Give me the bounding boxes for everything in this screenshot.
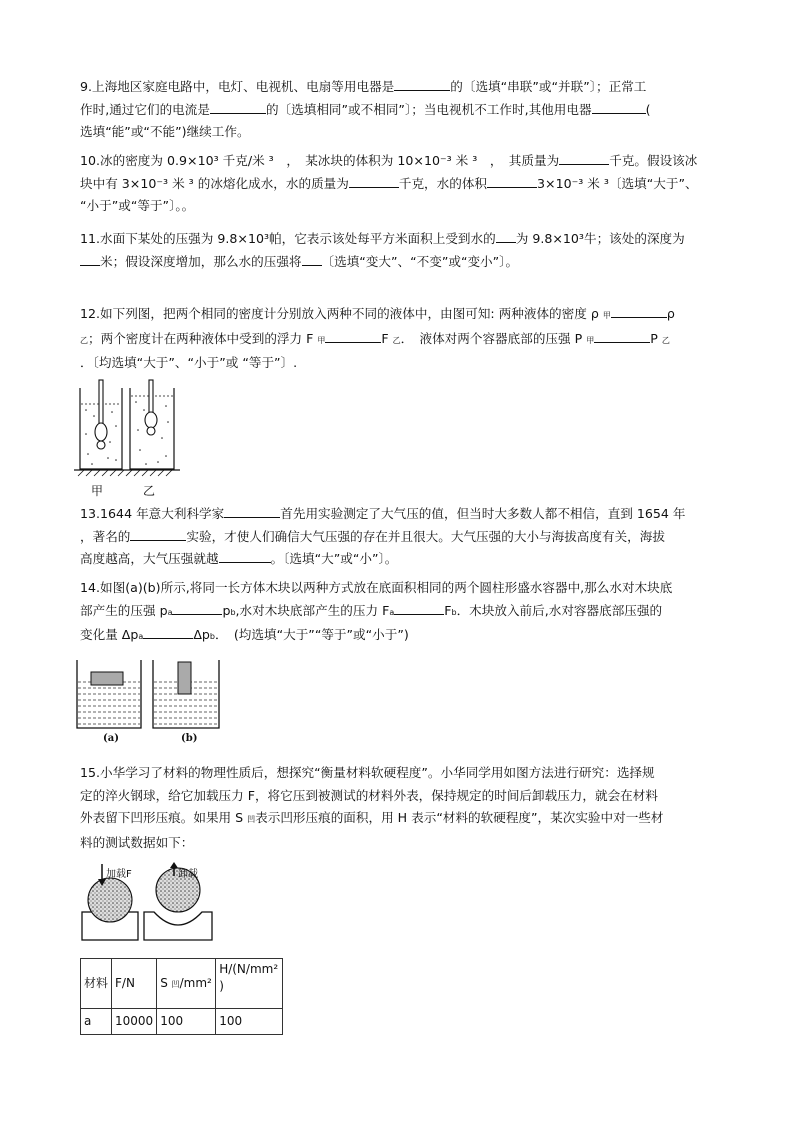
q14-dp: Δp [193,627,210,642]
q9-blank-2[interactable] [210,99,266,114]
label-jia: 甲 [91,484,104,498]
q12-line2c: ． 液体对两个容器底部的压强 P [400,330,587,346]
q14-sub: a [167,607,173,617]
table-header-material [81,959,112,1009]
q10-blank-3[interactable] [487,173,537,188]
q9-blank-1[interactable] [394,76,450,91]
question-15 [80,762,720,854]
q10-line3: “小于”或“等于”〕。。 [80,198,195,213]
q10-blank-2[interactable] [349,173,399,188]
table-row [81,1009,283,1035]
q9-line3: 选填“能”或“不能”)继续工作。 [80,124,250,139]
q14-line2a: 部产生的压强 p [80,602,168,618]
table-header-area [157,959,216,1009]
label-yi: 乙 [143,484,156,498]
q13-line1b: 首先用实验测定了大气压的值，但当时大多数人都不相信，直到 1654 年 [280,506,686,521]
table-header-hardness [216,959,283,1009]
table-header-sub: 凹 [171,979,180,989]
q10-line2a: 块中有 3×10⁻³ 米 ³ 的冰熔化成水，水的质量为 [80,175,349,191]
q9-line1a: 9.上海地区家庭电路中，电灯、电视机、电扇等用电器是 [80,79,395,94]
q14-blank-2[interactable] [394,600,444,615]
q12-blank-1[interactable] [611,303,667,318]
q13-line2a: ，著名的 [80,528,131,544]
q10-line2c: 3×10⁻³ 米 ³〔选填“大于”、 [537,175,698,191]
table-cell: 100 [216,1009,283,1035]
table-cell: 10000 [112,1009,157,1035]
q11-line1a: 11.水面下某处的压强为 9.8×10³帕，它表示该处每平方米面积上受到水的 [80,231,496,246]
q12-blank-2[interactable] [325,328,381,343]
question-10 [80,150,720,218]
table-cell: 100 [157,1009,216,1035]
table-header-force [112,959,157,1009]
load-label: 加载F [106,869,132,880]
q12-sub-yi: 乙 [80,335,88,345]
q14-sub: b [230,607,236,617]
q14-line3b: ． (均选填“大于”“等于”或“小于”) [215,627,409,642]
q13-line2b: 实验，才使人们确信大气压强的存在并且很大。大气压强的大小与海拔高度有关，海拔 [186,528,665,544]
q14-line1: 14.如图(a)(b)所示,将同一长方体木块以两种方式放在底面积相同的两个圆柱形盛水容器中,那么水对木块底 [80,580,673,595]
label-b: (b) [181,733,198,744]
q12-line2b: F [381,330,393,346]
q12-line1a: 12.如下列图，把两个相同的密度计分别放入两种不同的液体中，由图可知: 两种液体的密度 ρ [80,306,603,321]
q11-line2a: 米；假设深度增加，那么水的压强将 [100,253,302,269]
table-header-text: ) [219,979,224,993]
q15-line4: 料的测试数据如下： [80,834,194,850]
table-header-text: S [160,975,172,990]
q14-blank-3[interactable] [143,624,193,639]
q9-blank-3[interactable] [592,99,646,114]
wood-block-figure [75,658,235,736]
q14-sub: a [389,607,395,617]
steel-ball-figure [80,862,220,944]
q11-blank-3[interactable] [302,251,322,266]
q15-line2: 定的淬火钢球，给它加载压力 F，将它压到被测试的材料外表，保持规定的时间后卸载压力，就会在材料 [80,787,658,803]
label-a: (a) [103,733,119,744]
q15-line1: 15.小华学习了材料的物理性质后，想探究“衡量材料软硬程度”。小华同学用如图方法进行研究：选择规 [80,765,655,780]
table-header-text: H/(N/mm² [219,962,279,976]
q12-line2a: ；两个密度计在两种液体中受到的浮力 F [88,330,318,346]
q14-sub: b [209,632,215,641]
q14-p: p [222,602,231,618]
q15-sub-ao: 凹 [247,815,256,824]
q14-sub: a [138,632,144,641]
q11-line1b: 为 9.8×10³牛；该处的深度为 [515,231,685,246]
q14-line2b: ,水对木块底部产生的压力 F [235,602,390,618]
q10-line2b: 千克，水的体积 [398,175,488,191]
question-9 [80,76,720,144]
q9-line2b: 的〔选填相同”或不相同”〕；当电视机不工作时,其他用电器 [265,101,592,117]
question-14 [80,577,720,649]
q11-line2b: 〔选填“变大”、“不变”或“变小”〕。 [321,253,519,269]
question-12 [80,303,720,375]
q14-blank-1[interactable] [172,600,222,615]
q15-line3b: 表示凹形压痕的面积，用 H 表示“材料的软硬程度”，某次实验中对一些材 [255,810,664,825]
q13-line3b: 。〔选填“大”或“小”〕。 [270,551,398,566]
q13-line3a: 高度越高，大气压强就越 [80,551,219,566]
q11-blank-1[interactable] [496,228,516,243]
q11-blank-2[interactable] [80,251,100,266]
q14-line2c: ．木块放入前后,水对容器底部压强的 [456,602,663,618]
hydrometer-figure [72,376,182,501]
q10-line1a: 10.冰的密度为 0.9×10³ 千克/米 ³ ， 某冰块的体积为 10×10⁻³ 米 ³ ， 其质量为 [80,153,560,168]
q13-line1a: 13.1644 年意大利科学家 [80,506,225,521]
table-header-row [81,959,283,1009]
q10-line1b: 千克。假设该冰 [609,153,698,168]
q12-blank-3[interactable] [594,328,650,343]
q12-sub: 甲 [586,335,595,345]
unload-label: 卸载 [178,869,198,880]
table-cell: a [81,1009,112,1035]
q12-line3: ．〔均选填“大于”、“小于”或 “等于”〕. [80,355,298,370]
q12-sub: 甲 [317,335,326,345]
q12-line2d: P [650,330,662,346]
q13-blank-1[interactable] [224,503,280,518]
q12-sub: 乙 [392,335,401,345]
q12-line1c: ρ [666,306,675,321]
q9-line2c: ( [645,101,651,117]
q13-blank-2[interactable] [130,526,186,541]
q12-sub: 乙 [661,335,670,345]
test-data-table [80,958,283,1035]
q10-blank-1[interactable] [559,150,609,165]
q9-line2a: 作时,通过它们的电流是 [80,101,210,117]
question-11 [80,228,720,273]
q14-line3a: 变化量 Δp [80,627,139,642]
q9-line1b: 的〔选填“串联”或“并联”〕；正常工 [450,79,647,94]
q14-F: F [444,602,452,618]
q13-blank-3[interactable] [219,548,271,563]
table-header-text: /mm² [179,975,212,990]
table-header-text: F/N [115,976,135,990]
table-header-text: 材料 [84,976,109,990]
q14-sub: b [451,607,457,617]
question-13 [80,503,720,571]
q12-sub-jia: 甲 [602,311,611,320]
q15-line3a: 外表留下凹形压痕。如果用 S [80,810,248,825]
